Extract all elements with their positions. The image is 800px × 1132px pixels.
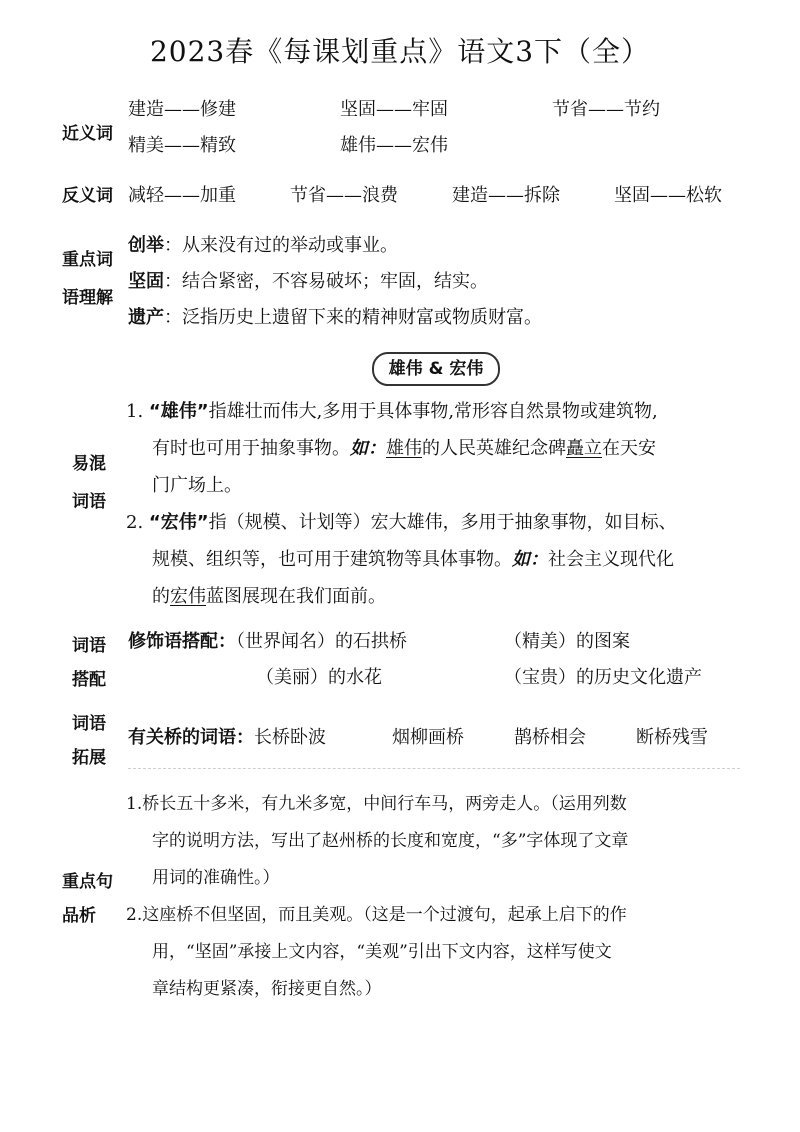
item-text: 指雄壮而伟大,多用于具体事物,常形容自然景物或建筑物, bbox=[208, 401, 658, 422]
page-title: 2023春《每课划重点》语文3下（全） bbox=[149, 35, 651, 68]
item-number: 1. bbox=[126, 401, 144, 422]
collocation-item: （宝贵）的历史文化遗产 bbox=[504, 667, 702, 688]
item-number: 2. bbox=[126, 512, 144, 533]
confusing-words-label: 易混 bbox=[72, 454, 106, 474]
antonym-pair: 减轻——加重 bbox=[128, 185, 236, 206]
underlined-word: 矗立 bbox=[566, 438, 602, 459]
handwritten-mark: 如： bbox=[350, 438, 386, 459]
antonym-pair: 坚固——松软 bbox=[614, 185, 722, 206]
key-sentences-label: 重点句 bbox=[62, 872, 113, 892]
collocation-item: （精美）的图案 bbox=[504, 631, 630, 652]
sentence-2-line: 2.这座桥不但坚固，而且美观。（这是一个过渡句，起承上启下的作 bbox=[126, 905, 627, 925]
expansion-label: 拓展 bbox=[72, 748, 106, 768]
handwritten-mark: 如： bbox=[512, 549, 548, 570]
synonyms-label: 近义词 bbox=[62, 124, 113, 144]
expansion-item: 鹊桥相会 bbox=[514, 727, 586, 748]
confusing-item-1-line: 门广场上。 bbox=[152, 475, 242, 496]
confusing-item-1-line bbox=[126, 393, 658, 430]
collocation-label: 词语 bbox=[72, 636, 106, 656]
key-word-definition: ：从来没有过的举动或事业。 bbox=[164, 235, 398, 256]
underlined-word: 雄伟 bbox=[386, 438, 422, 459]
collocation-item: （美丽）的水花 bbox=[256, 667, 382, 688]
key-word-term: 坚固 bbox=[128, 271, 164, 292]
key-word-item bbox=[128, 266, 488, 298]
sentence-1-line: 用词的准确性。） bbox=[152, 868, 280, 888]
confusing-item-2-line bbox=[152, 541, 674, 578]
confusing-item-2-line bbox=[152, 578, 386, 615]
expansion-item: 长桥卧波 bbox=[254, 727, 326, 748]
synonym-pair: 建造——修建 bbox=[128, 99, 236, 120]
confusing-words-label: 词语 bbox=[72, 492, 106, 512]
antonyms-label: 反义词 bbox=[62, 186, 113, 206]
collocation-item: （世界闻名）的石拱桥 bbox=[236, 631, 407, 652]
antonym-pair: 节省——浪费 bbox=[290, 185, 398, 206]
section-divider bbox=[128, 768, 740, 769]
sentence-2-line: 用，“坚固”承接上文内容，“美观”引出下文内容，这样写使文 bbox=[152, 942, 612, 962]
item-text: 在天安 bbox=[602, 438, 656, 459]
expansion-item: 断桥残雪 bbox=[636, 727, 708, 748]
expansion-item: 烟柳画桥 bbox=[392, 727, 464, 748]
key-sentences-label: 品析 bbox=[62, 906, 96, 926]
key-word-term: 遗产 bbox=[128, 307, 164, 328]
item-text: 有时也可用于抽象事物。 bbox=[152, 438, 350, 459]
synonym-pair: 雄伟——宏伟 bbox=[340, 135, 448, 156]
key-word-item bbox=[128, 230, 398, 262]
item-text: 的人民英雄纪念碑 bbox=[422, 438, 566, 459]
item-term: “宏伟” bbox=[148, 512, 209, 533]
synonym-pair: 节省——节约 bbox=[552, 99, 660, 120]
expansion-row bbox=[128, 722, 326, 754]
key-words-label: 重点词 bbox=[62, 250, 113, 270]
item-text: 社会主义现代化 bbox=[548, 549, 674, 570]
synonym-pair: 坚固——牢固 bbox=[340, 99, 448, 120]
key-word-term: 创举 bbox=[128, 235, 164, 256]
collocation-label: 搭配 bbox=[72, 670, 106, 690]
confusing-item-1-line bbox=[152, 430, 656, 467]
key-words-label: 语理解 bbox=[62, 288, 113, 308]
synonym-pair: 精美——精致 bbox=[128, 135, 236, 156]
sentence-1-line: 1.桥长五十多米，有九米多宽，中间行车马，两旁走人。（运用列数 bbox=[126, 794, 627, 814]
sentence-1-line: 字的说明方法，写出了赵州桥的长度和宽度，“多”字体现了文章 bbox=[152, 831, 629, 851]
key-word-definition: ：结合紧密，不容易破坏；牢固，结实。 bbox=[164, 271, 488, 292]
expansion-label: 词语 bbox=[72, 714, 106, 734]
item-text: 指（规模、计划等）宏大雄伟，多用于抽象事物，如目标、 bbox=[208, 512, 677, 533]
sentence-2-line: 章结构更紧凑，衔接更自然。） bbox=[152, 979, 382, 999]
item-text: 规模、组织等，也可用于建筑物等具体事物。 bbox=[152, 549, 512, 570]
key-word-item bbox=[128, 302, 542, 334]
item-text: 的 bbox=[152, 586, 170, 607]
expansion-lead: 有关桥的词语： bbox=[128, 727, 254, 748]
confusing-words-heading: 雄伟 & 宏伟 bbox=[372, 352, 500, 386]
item-text: 蓝图展现在我们面前。 bbox=[206, 586, 386, 607]
confusing-item-2-line bbox=[126, 504, 677, 541]
collocation-row bbox=[128, 626, 407, 658]
antonym-pair: 建造——拆除 bbox=[452, 185, 560, 206]
item-term: “雄伟” bbox=[148, 401, 209, 422]
collocation-lead: 修饰语搭配： bbox=[128, 631, 236, 652]
key-word-definition: ：泛指历史上遗留下来的精神财富或物质财富。 bbox=[164, 307, 542, 328]
underlined-word: 宏伟 bbox=[170, 586, 206, 607]
